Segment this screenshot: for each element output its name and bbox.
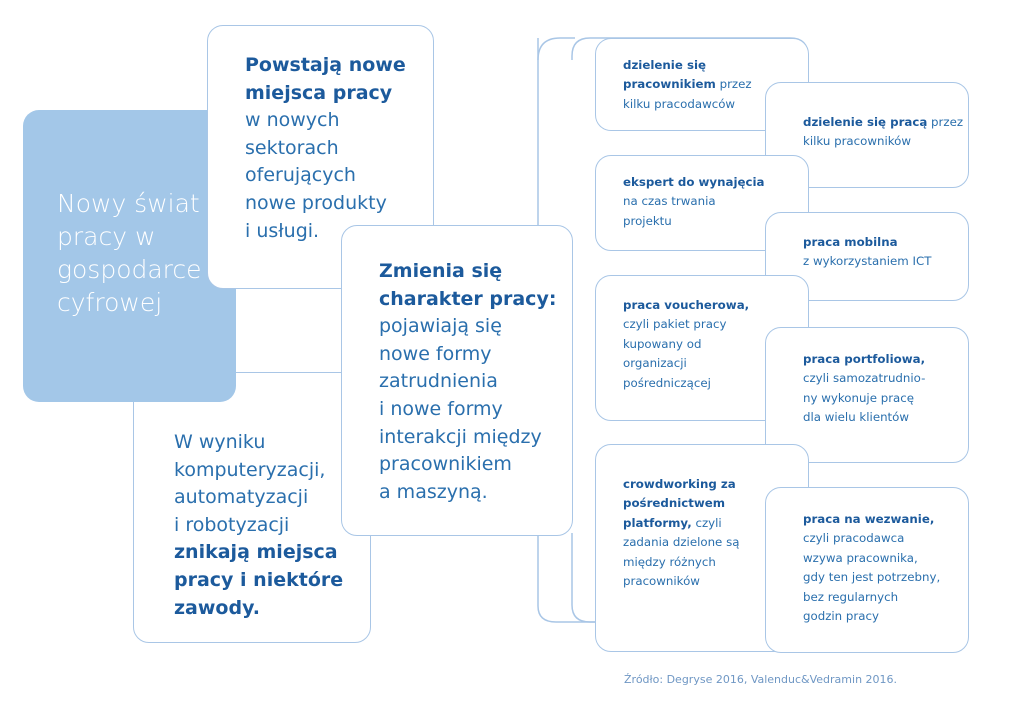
source-caption: Źródło: Degryse 2016, Valenduc&Vedramin 2016. — [624, 673, 898, 686]
portfolio-work-text: praca portfoliowa, czyli samozatrudnio- ny wykonuje pracę dla wielu klientów — [803, 352, 926, 425]
new-jobs-text: Powstają nowe miejsca pracy w nowych sektorach oferujących nowe produkty i usługi. — [245, 54, 406, 242]
box-work-character — [341, 225, 573, 536]
card-portfolio-work — [765, 327, 969, 463]
work-character-text: Zmienia się charakter pracy: pojawiają się nowe formy zatrudnienia i nowe formy interakcji między pracownikiem a maszyną. — [379, 260, 557, 503]
main-topic-box — [23, 110, 236, 402]
crowdworking-text: crowdworking za pośrednictwem platformy, czyli zadania dzielone są między różnych pracowników — [623, 477, 740, 589]
ict-mobile-work-text: praca mobilna z wykorzystaniem ICT — [803, 235, 932, 269]
voucher-work-text: praca voucherowa, czyli pakiet pracy kupowany od organizacji pośredniczącej — [623, 298, 750, 390]
employee-sharing-text: dzielenie się pracownikiem przez kilku pracodawców — [623, 58, 752, 111]
disappearing-jobs-text: W wyniku komputeryzacji, automatyzacji i robotyzacji znikają miejsca pracy i niektóre zawody. — [174, 431, 344, 619]
interim-management-text: ekspert do wynajęcia na czas trwania projektu — [623, 175, 765, 228]
card-on-call-work — [765, 487, 969, 653]
box-disappearing-jobs — [133, 372, 371, 643]
on-call-work-text: praca na wezwanie, czyli pracodawca wzywa pracownika, gdy ten jest potrzebny, bez regularnych godzin pracy — [803, 512, 941, 624]
main-title: Nowy świat pracy w gospodarce cyfrowej — [57, 189, 202, 317]
job-sharing-text: dzielenie się pracą przez kilku pracowników — [803, 115, 964, 149]
